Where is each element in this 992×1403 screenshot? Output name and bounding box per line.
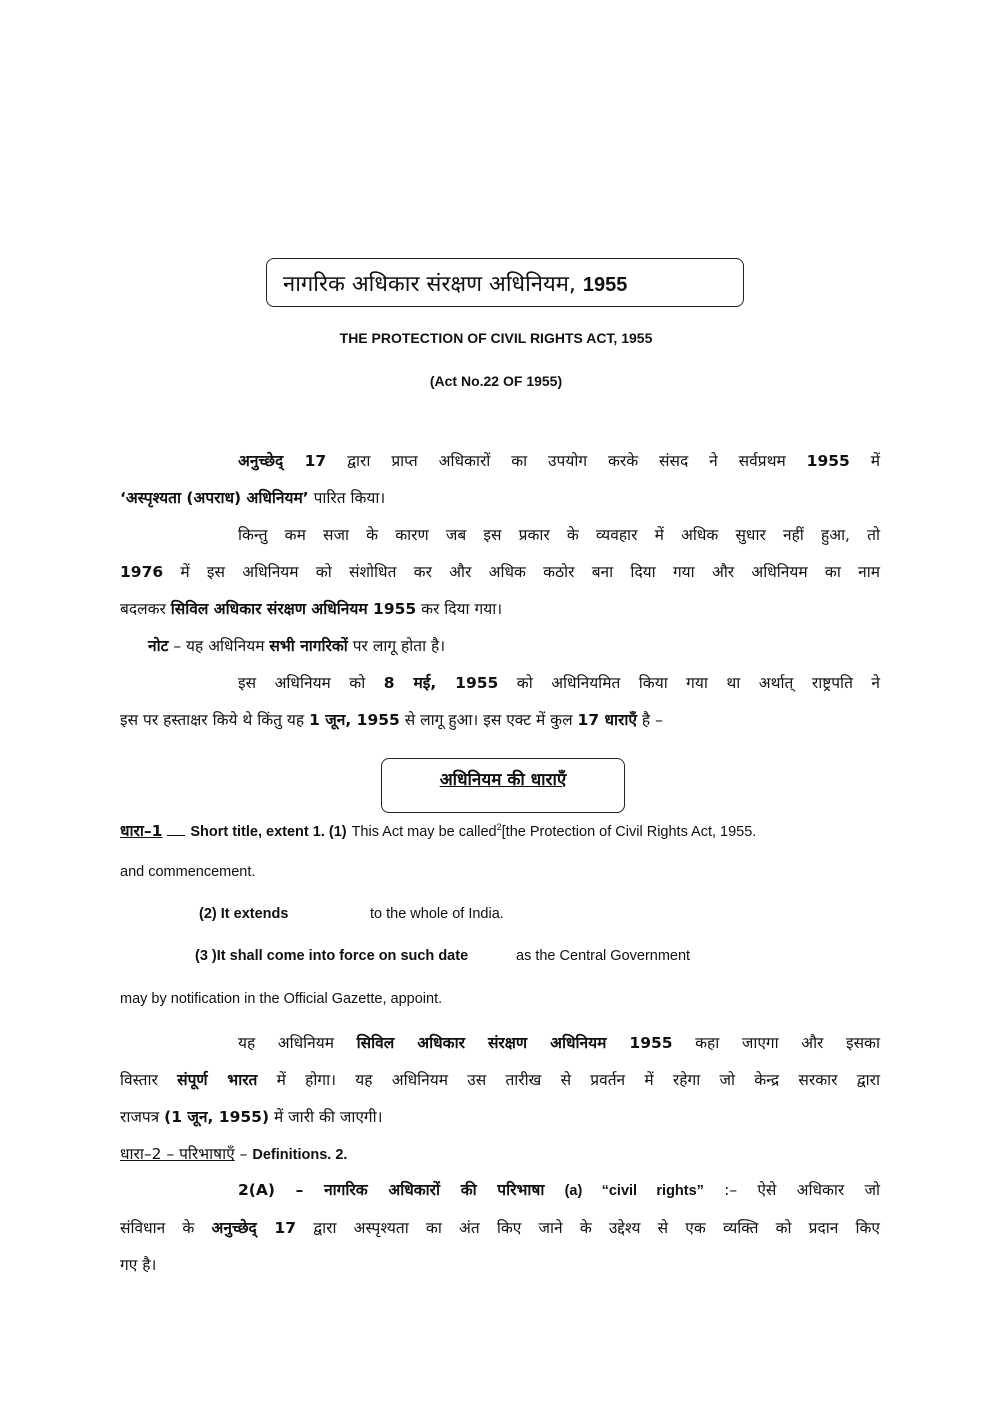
- section-2-label: धारा–2 – परिभाषाऍं: [120, 1145, 235, 1163]
- act-number: (Act No.22 OF 1955): [429, 373, 563, 389]
- intro-line-1: अनुच्छेद् 17 द्वारा प्राप्त अधिकारों का उपयोग करके संसद ने सर्वप्रथम 1955 में: [238, 452, 881, 470]
- section-1-sub-3-text: as the Central Government: [516, 948, 691, 964]
- section-1-line-2: and commencement.: [120, 864, 256, 880]
- section-2-l1: 2(A) – नागरिक अधिकारों की परिभाषा (a) “civil rights” :– ऐसे अधिकार जो: [238, 1181, 880, 1199]
- section-1-hindi: [120, 1025, 880, 1136]
- intro-text: [120, 443, 880, 739]
- section-1-line-last: may by notification in the Official Gazette, appoint.: [120, 991, 443, 1007]
- intro-line-2: ‘अस्पृश्यता (अपराध) अधिनियम’ पारित किया।: [120, 489, 386, 507]
- english-title: THE PROTECTION OF CIVIL RIGHTS ACT, 1955: [339, 330, 653, 346]
- intro-line-4: 1976 में इस अधिनियम को संशोधित कर और अधिक कठोर बना दिया गया और अधिनियम का नाम: [120, 563, 880, 581]
- intro-line-5: बदलकर सिविल अधिकार संरक्षण अधिनियम 1955 कर दिया गया।: [120, 600, 503, 618]
- section-2-line: धारा–2 – परिभाषाऍं – Definitions. 2.: [120, 1145, 348, 1163]
- section-1-sub-3: (3 )It shall come into force on such date: [195, 948, 469, 964]
- section-1-sub-2-text: to the whole of India.: [370, 906, 504, 922]
- section-2-text: [120, 1172, 880, 1284]
- intro-line-3: किन्तु कम सजा के कारण जब इस प्रकार के व्यवहार में अधिक सुधार नहीं हुआ, तो: [238, 526, 880, 544]
- section-1-sub-2: (2) It extends: [199, 906, 289, 922]
- section-2-l3: गए है।: [120, 1256, 157, 1274]
- intro-line-8: इस पर हस्ताक्षर किये थे किंतु यह 1 जून, 1955 से लागू हुआ। इस एक्ट में कुल 17 धाराऍं है –: [120, 711, 663, 729]
- section-1-label: धारा–1: [120, 822, 163, 840]
- intro-line-7: इस अधिनियम को 8 मई, 1955 को अधिनियमित किया गया था अर्थात् राष्ट्रपति ने: [238, 674, 880, 692]
- section-2-l2: संविधान के अनुच्छेद् 17 द्वारा अस्पृश्यता का अंत किए जाने के उद्देश्य से एक व्यक्ति को प्रदान किए: [120, 1219, 880, 1237]
- section-1-hindi-l1: यह अधिनियम सिविल अधिकार संरक्षण अधिनियम 1955 कहा जाएगा और इसका: [238, 1034, 880, 1052]
- note-line: नोट – यह अधिनियम सभी नागरिकों पर लागू होता है।: [148, 637, 446, 655]
- section-1-hindi-l3: राजपत्र (1 जून, 1955) में जारी की जाएगी।: [120, 1108, 383, 1126]
- section-1-hindi-l2: विस्तार संपूर्ण भारत में होगा। यह अधिनियम उस तारीख से प्रवर्तन में रहेगा जो केन्द्र सरकार द्वारा: [120, 1071, 880, 1089]
- page-title: नागरिक अधिकार संरक्षण अधिनियम, 1955: [283, 272, 628, 297]
- sections-heading: अधिनियम की धाराऍं: [439, 770, 567, 790]
- section-1-line: धारा–1 Short title, extent 1. (1) This Act may be called$^2$[the Protection of Civil Rights Act, 1955.: [120, 821, 757, 840]
